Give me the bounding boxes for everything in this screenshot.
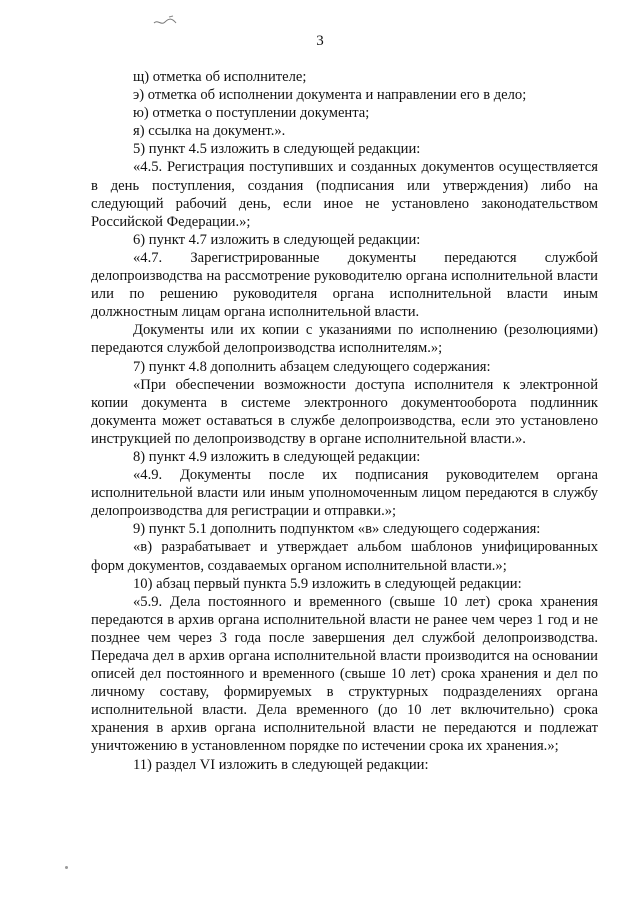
paragraph: 5) пункт 4.5 изложить в следующей редакции: <box>133 141 421 158</box>
paragraph: э) отметка об исполнении документа и направлении его в дело; <box>133 87 527 104</box>
paragraph: 10) абзац первый пункта 5.9 изложить в следующей редакции: <box>133 575 522 592</box>
document-body <box>91 68 598 774</box>
paragraph: 9) пункт 5.1 дополнить подпунктом «в» следующего содержания: <box>133 521 541 538</box>
page-number: 3 <box>316 33 324 49</box>
paragraph: «в) разрабатывает и утверждает альбом шаблонов унифицированных форм документов, создаваемых органом исполнительной власти.»; <box>91 539 598 574</box>
paragraph: щ) отметка об исполнителе; <box>133 69 307 85</box>
paragraph: 11) раздел VI изложить в следующей редакции: <box>133 756 429 773</box>
paragraph: 8) пункт 4.9 изложить в следующей редакции: <box>133 448 421 465</box>
scan-mark-icon <box>152 14 186 28</box>
paragraph: Документы или их копии с указаниями по исполнению (резолюциями) передаются службой делопроизводства исполнителям.»; <box>91 322 598 357</box>
paragraph: «4.7. Зарегистрированные документы передаются службой делопроизводства на рассмотрение руководителю органа исполнительной власти или по решению руководителя органа исполнительной власти иным должностным лицам органа исполнительной власти. <box>91 249 598 321</box>
paragraph: «4.5. Регистрация поступивших и созданных документов осуществляется в день поступления, создания (подписания или утверждения) либо на следующий рабочий день, если иное не установлено законодательством Российской Федерации.»; <box>91 159 598 230</box>
paragraph: 6) пункт 4.7 изложить в следующей редакции: <box>133 231 421 248</box>
paragraph: ю) отметка о поступлении документа; <box>133 105 370 122</box>
paragraph: я) ссылка на документ.». <box>133 123 286 140</box>
paragraph: «При обеспечении возможности доступа исполнителя к электронной копии документа в системе электронного документооборота подлинник документа может оставаться в службе делопроизводства, если это установлено инструкцией по делопроизводству в органе исполнительной власти.». <box>91 376 598 447</box>
paragraph: «4.9. Документы после их подписания руководителем органа исполнительной власти или иным уполномоченным лицом передаются в службу делопроизводства для регистрации и отправки.»; <box>91 467 598 520</box>
paragraph: «5.9. Дела постоянного и временного (свыше 10 лет) срока хранения передаются в архив органа исполнительной власти не ранее чем через 1 год и не позднее чем через 3 года после завершения дел службой делопроизводства. Передача дел в архив органа исполнительной власти производится на основании описей дел постоянного и временного (свыше 10 лет) срока хранения и дел по личному составу, формируемых в структурных подразделениях органа исполнительной власти. Дела временного (до 10 лет включительно) срока хранения в архив органа исполнительной власти не передаются и подлежат уничтожению в установленном порядке по истечении срока их хранения.»; <box>91 593 598 755</box>
scan-dot <box>65 866 68 869</box>
paragraph: 7) пункт 4.8 дополнить абзацем следующего содержания: <box>133 358 491 375</box>
